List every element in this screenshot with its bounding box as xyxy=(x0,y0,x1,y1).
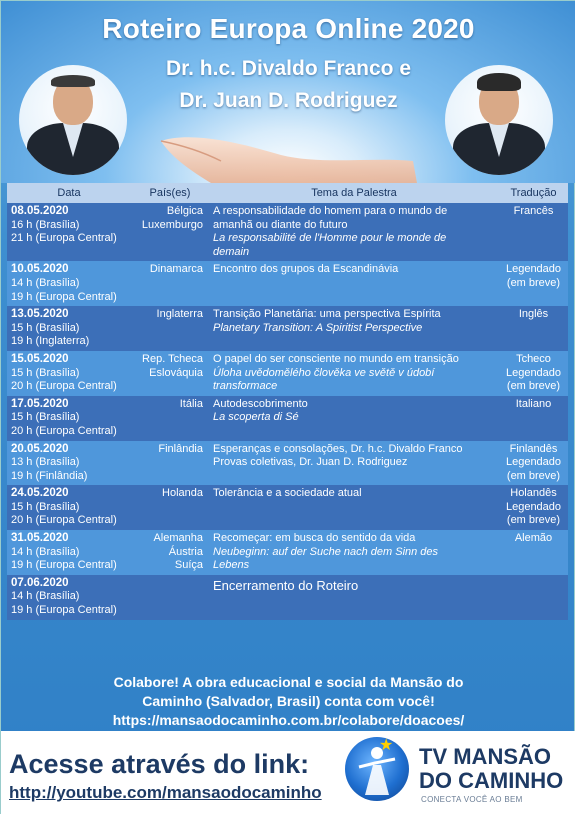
translation-text: (em breve) xyxy=(506,469,561,482)
topic-translation: transformace xyxy=(213,380,278,393)
star-icon: ★ xyxy=(379,737,394,754)
topic-translation: La responsabilité de l'Homme pour le monde de xyxy=(213,232,447,245)
header-date: Data xyxy=(57,187,81,199)
topic-cell xyxy=(209,443,499,484)
event-time: 20 h (Europa Central) xyxy=(11,514,117,527)
donation-message xyxy=(1,673,575,730)
table-row xyxy=(7,441,568,486)
date-cell xyxy=(7,577,131,618)
table-body xyxy=(7,203,568,620)
event-date: 15.05.2020 xyxy=(11,352,69,365)
topic-translation: La scoperta di Sé xyxy=(213,411,299,424)
event-time: 13 h (Brasília) xyxy=(11,456,80,469)
youtube-link[interactable]: http://youtube.com/mansaodocaminho xyxy=(9,783,322,802)
donation-line-2: Caminho (Salvador, Brasil) conta com você! xyxy=(142,693,435,709)
translation-text: (em breve) xyxy=(506,276,561,289)
brand-name xyxy=(419,745,563,793)
topic-text: Provas coletivas, Dr. Juan D. Rodriguez xyxy=(213,456,408,469)
schedule-table xyxy=(7,183,568,620)
table-row xyxy=(7,530,568,575)
countries-cell xyxy=(131,308,209,349)
country-name: Áustria xyxy=(168,545,203,558)
date-cell xyxy=(7,532,131,573)
translation-cell xyxy=(499,577,568,618)
date-cell xyxy=(7,443,131,484)
header-translation: Tradução xyxy=(510,187,557,199)
topic-translation: Lebens xyxy=(213,559,250,572)
translation-text: Holandês xyxy=(510,487,557,500)
translation-text: Legendado xyxy=(505,366,562,379)
topic-translation: Úloha uvědomělého člověka ve světě v údobí xyxy=(213,366,435,379)
event-time: 20 h (Europa Central) xyxy=(11,424,117,437)
header-countries: País(es) xyxy=(149,187,191,199)
topic-cell xyxy=(209,263,499,304)
countries-cell xyxy=(131,532,209,573)
topic-text: Esperanças e consolações, Dr. h.c. Divaldo Franco xyxy=(213,442,463,455)
speaker-line-1: Dr. h.c. Divaldo Franco e xyxy=(165,57,412,80)
topic-translation: Neubeginn: auf der Suche nach dem Sinn des xyxy=(213,545,439,558)
country-name: Luxemburgo xyxy=(141,218,203,231)
topic-text: Recomeçar: em busca do sentido da vida xyxy=(213,532,416,545)
event-date: 24.05.2020 xyxy=(11,487,69,500)
topic-cell xyxy=(209,205,499,259)
translation-text: Finlandês xyxy=(509,442,558,455)
countries-cell xyxy=(131,353,209,394)
topic-translation: demain xyxy=(213,245,250,258)
translation-text: Legendado xyxy=(505,500,562,513)
topic-text: A responsabilidade do homem para o mundo de xyxy=(213,205,448,217)
topic-text: O papel do ser consciente no mundo em transição xyxy=(213,352,459,365)
topic-cell xyxy=(209,353,499,394)
translation-cell xyxy=(499,532,568,573)
event-time: 15 h (Brasília) xyxy=(11,321,80,334)
topic-cell xyxy=(209,532,499,573)
countries-cell xyxy=(131,263,209,304)
country-name: Holanda xyxy=(162,487,203,500)
topic-text: Encerramento do Roteiro xyxy=(213,577,359,593)
translation-cell xyxy=(499,353,568,394)
country-name: Suíça xyxy=(174,559,203,572)
country-name: Alemanha xyxy=(153,532,203,545)
event-time: 19 h (Europa Central) xyxy=(11,559,117,572)
date-cell xyxy=(7,353,131,394)
poster-title: Roteiro Europa Online 2020 xyxy=(102,13,475,44)
event-time: 14 h (Brasília) xyxy=(11,590,80,603)
table-header xyxy=(7,183,568,203)
countries-cell xyxy=(131,443,209,484)
translation-text: (em breve) xyxy=(506,380,561,393)
event-date: 31.05.2020 xyxy=(11,532,69,545)
event-time: 15 h (Brasília) xyxy=(11,411,80,424)
event-time: 19 h (Inglaterra) xyxy=(11,335,90,348)
topic-text: Encontro dos grupos da Escandinávia xyxy=(213,263,399,276)
topic-cell xyxy=(209,487,499,528)
country-name: Dinamarca xyxy=(149,263,203,276)
topic-translation: Planetary Transition: A Spiritist Perspective xyxy=(213,321,423,334)
country-name: Rep. Tcheca xyxy=(142,352,203,365)
table-row xyxy=(7,575,568,620)
header-topic: Tema da Palestra xyxy=(311,187,397,199)
translation-text: Alemão xyxy=(514,532,553,545)
translation-cell xyxy=(499,443,568,484)
event-time: 19 h (Finlândia) xyxy=(11,469,88,482)
country-name: Eslováquia xyxy=(149,366,203,379)
translation-cell xyxy=(499,398,568,439)
topic-cell xyxy=(209,398,499,439)
footer-bar xyxy=(1,731,575,814)
event-time: 15 h (Brasília) xyxy=(11,366,80,379)
translation-cell xyxy=(499,263,568,304)
countries-cell xyxy=(131,487,209,528)
event-time: 15 h (Brasília) xyxy=(11,500,80,513)
table-row xyxy=(7,203,568,261)
event-date: 08.05.2020 xyxy=(11,205,69,217)
donation-line-1: Colabore! A obra educacional e social da Mansão do xyxy=(113,674,464,690)
table-row xyxy=(7,306,568,351)
topic-text: Transição Planetária: uma perspectiva Espírita xyxy=(213,308,441,321)
country-name: Finlândia xyxy=(158,442,203,455)
event-date: 17.05.2020 xyxy=(11,397,69,410)
date-cell xyxy=(7,263,131,304)
speaker-line-2: Dr. Juan D. Rodriguez xyxy=(179,89,398,112)
translation-cell xyxy=(499,308,568,349)
brand-line-1: TV MANSÃO xyxy=(419,744,551,769)
translation-text: Francês xyxy=(513,205,554,217)
speaker-portrait-right xyxy=(445,65,553,175)
countries-cell xyxy=(131,577,209,618)
countries-cell xyxy=(131,205,209,259)
event-time: 19 h (Europa Central) xyxy=(11,290,117,303)
date-cell xyxy=(7,487,131,528)
event-time: 16 h (Brasília) xyxy=(11,218,80,231)
brand-line-2: DO CAMINHO xyxy=(419,768,564,793)
countries-cell xyxy=(131,398,209,439)
event-date: 13.05.2020 xyxy=(11,308,69,321)
translation-text: Legendado xyxy=(505,456,562,469)
translation-text: Italiano xyxy=(515,397,552,410)
event-time: 19 h (Europa Central) xyxy=(11,604,117,617)
event-date: 10.05.2020 xyxy=(11,263,69,276)
event-date: 07.06.2020 xyxy=(11,576,69,589)
event-date: 20.05.2020 xyxy=(11,442,69,455)
translation-cell xyxy=(499,205,568,259)
brand-tagline: CONECTA VOCÊ AO BEM xyxy=(421,795,523,804)
topic-cell xyxy=(209,577,499,618)
translation-text: (em breve) xyxy=(506,514,561,527)
table-row xyxy=(7,351,568,396)
translation-cell xyxy=(499,487,568,528)
date-cell xyxy=(7,308,131,349)
translation-text: Tcheco xyxy=(516,352,551,365)
table-row xyxy=(7,261,568,306)
table-row xyxy=(7,396,568,441)
date-cell xyxy=(7,398,131,439)
date-cell xyxy=(7,205,131,259)
topic-text: Autodescobrimento xyxy=(213,397,308,410)
topic-text: amanhã ou diante do futuro xyxy=(213,218,348,231)
event-time: 20 h (Europa Central) xyxy=(11,380,117,393)
translation-text: Inglês xyxy=(518,308,549,321)
access-heading: Acesse através do link: xyxy=(9,749,310,779)
country-name: Itália xyxy=(179,397,203,410)
tv-logo-icon xyxy=(345,737,409,801)
topic-text: Tolerância e a sociedade atual xyxy=(213,487,362,500)
event-time: 14 h (Brasília) xyxy=(11,276,80,289)
country-name: Bélgica xyxy=(166,205,203,217)
donation-url[interactable]: https://mansaodocaminho.com.br/colabore/doacoes/ xyxy=(112,712,465,728)
table-row xyxy=(7,485,568,530)
header-banner xyxy=(1,1,575,183)
country-name: Inglaterra xyxy=(156,308,203,321)
topic-cell xyxy=(209,308,499,349)
event-time: 14 h (Brasília) xyxy=(11,545,80,558)
event-time: 21 h (Europa Central) xyxy=(11,232,117,245)
open-hand-illustration xyxy=(151,121,421,183)
speaker-portrait-left xyxy=(19,65,127,175)
translation-text: Legendado xyxy=(505,263,562,276)
